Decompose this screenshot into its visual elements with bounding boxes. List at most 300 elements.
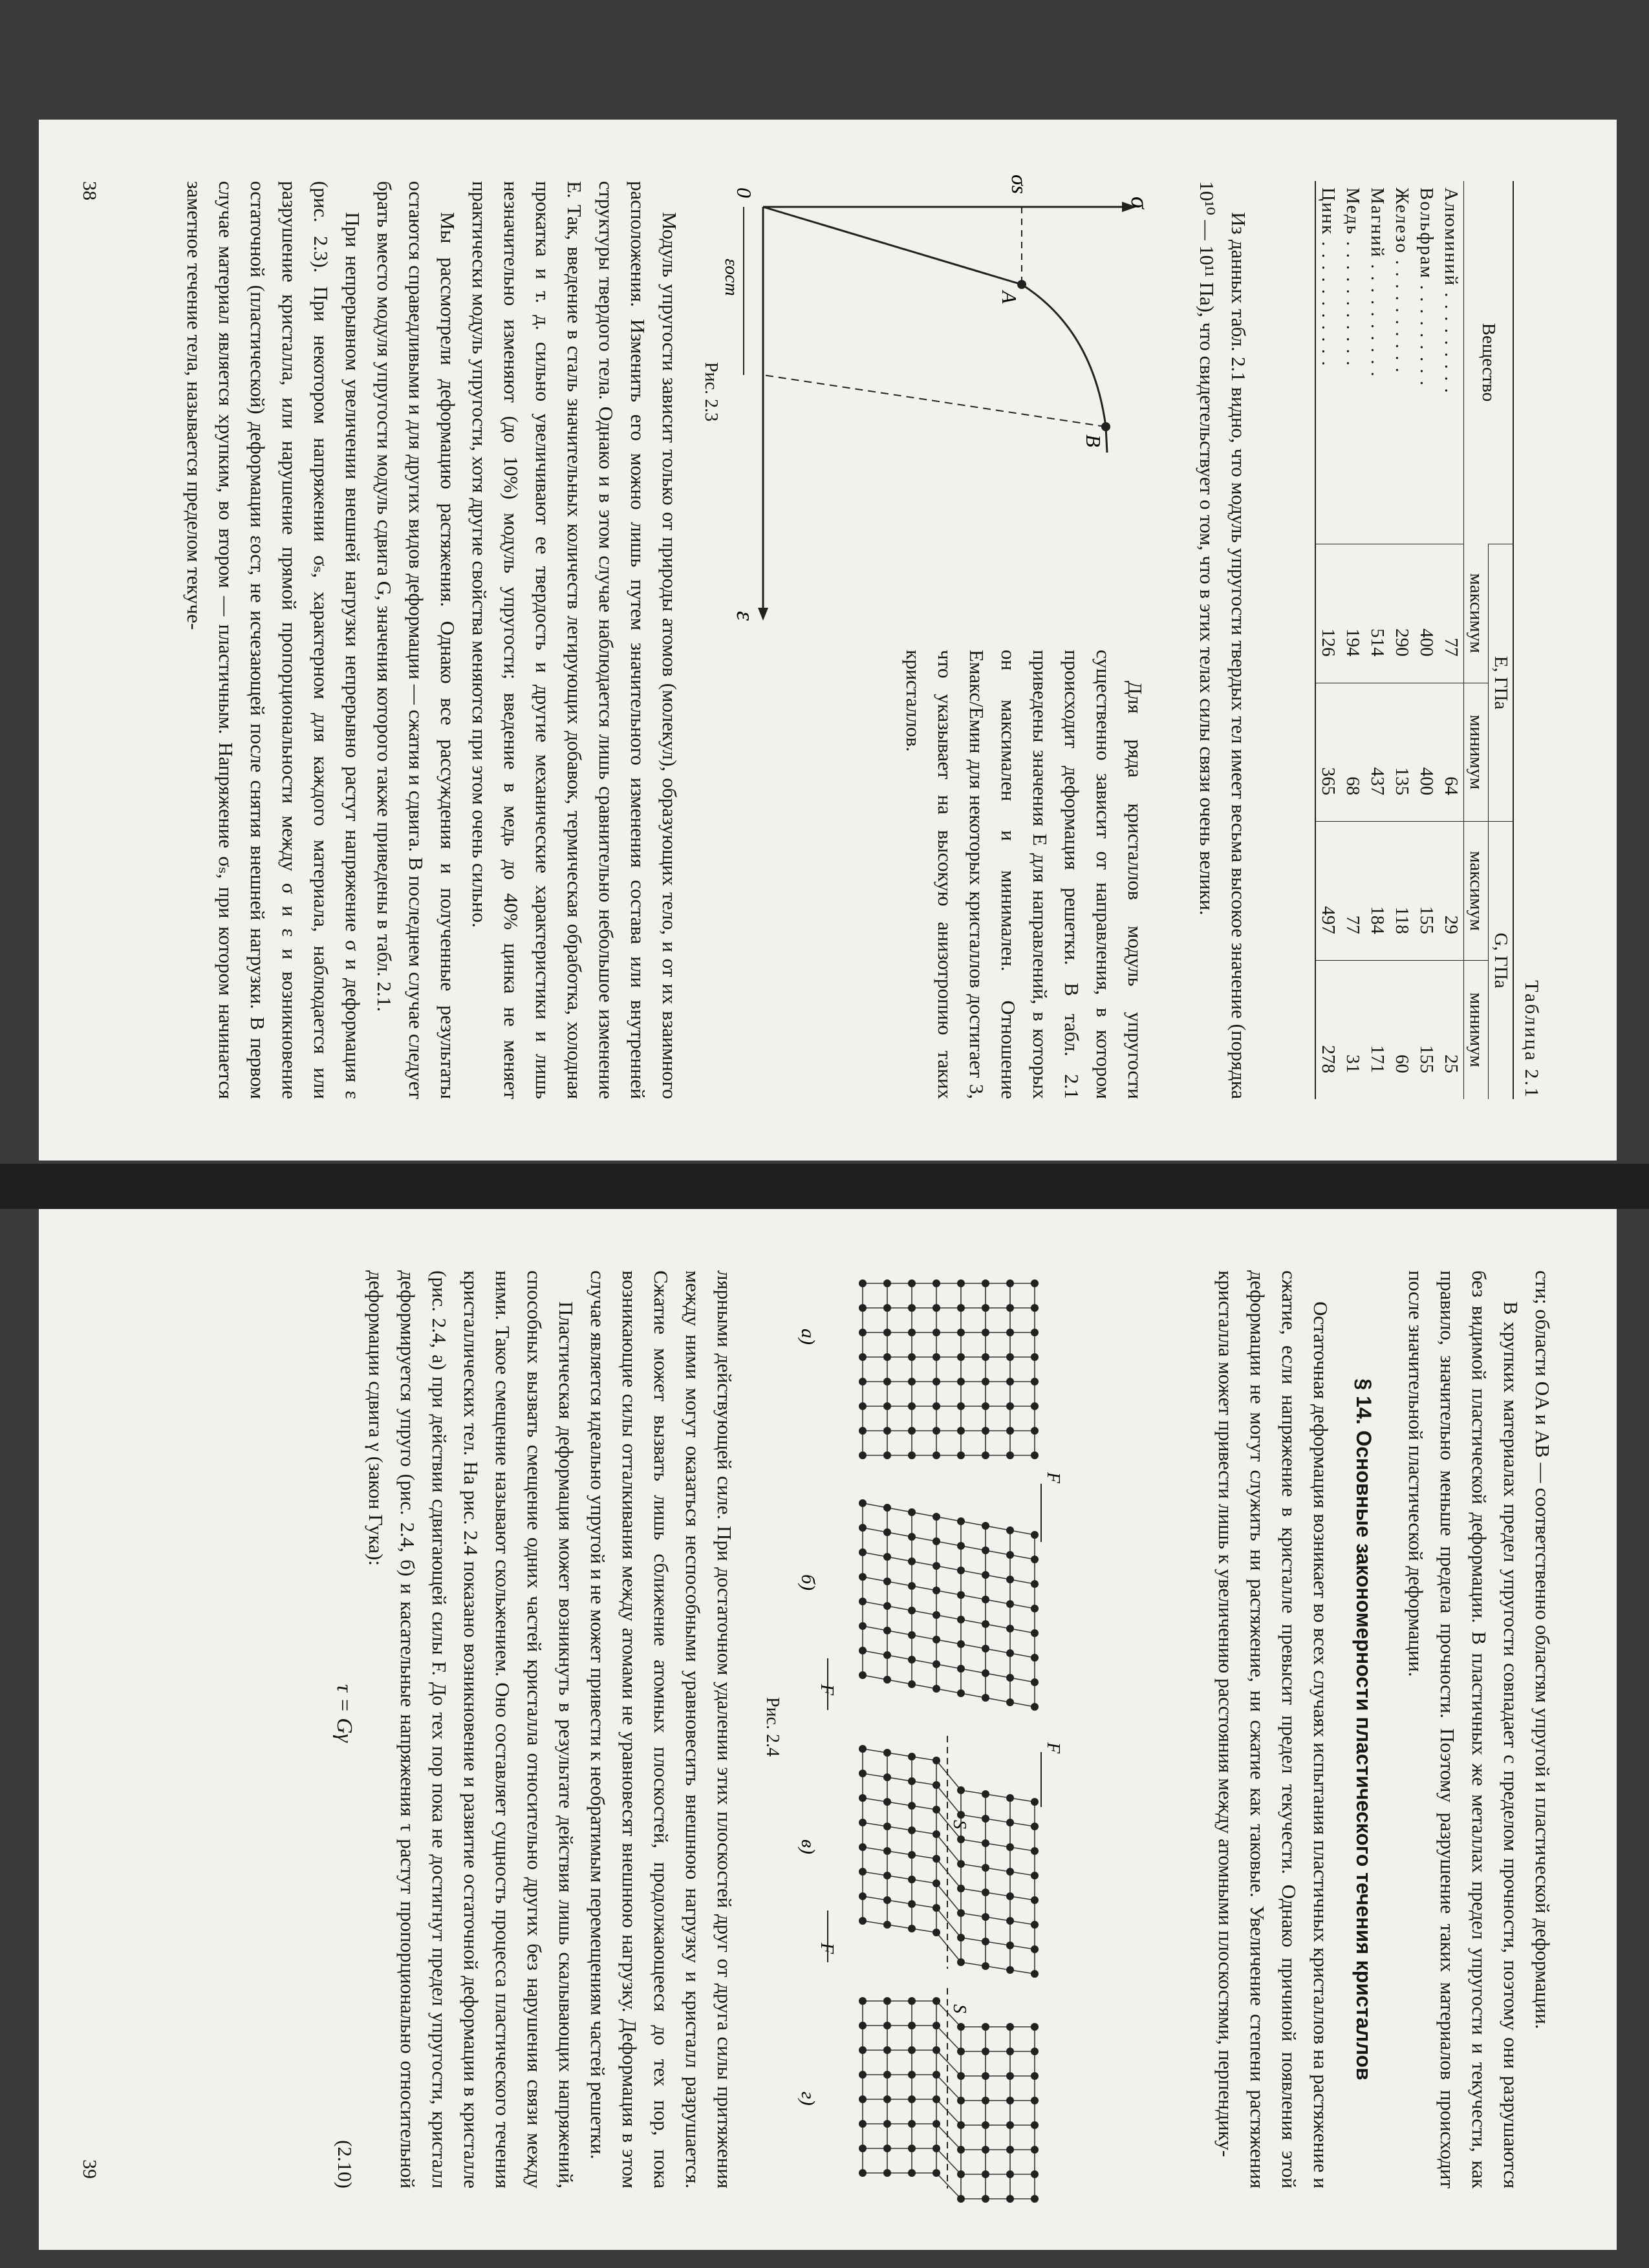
cell-g-max: 155 xyxy=(1414,822,1439,961)
point-b-label: B xyxy=(1082,434,1105,447)
lattice-atom xyxy=(908,1876,916,1883)
unload-line xyxy=(763,375,1106,427)
table-2-1 xyxy=(1315,181,1542,1099)
lattice-atom xyxy=(957,2097,965,2104)
figure-2-3-caption: Рис. 2.3 xyxy=(701,362,721,422)
sigma-s-label: σs xyxy=(1007,175,1031,194)
origin-label: 0 xyxy=(733,187,756,198)
lattice-atom xyxy=(859,1868,867,1876)
lattice-atom xyxy=(957,1378,965,1385)
lattice-atom xyxy=(908,1353,916,1361)
lattice-atom xyxy=(908,1631,916,1639)
lattice-atom xyxy=(957,1353,965,1361)
lattice-atom xyxy=(908,1826,916,1834)
lattice-atom xyxy=(932,1757,940,1764)
label-c: в) xyxy=(797,1839,819,1855)
cell-name: Вольфрам . . . . . . . . . xyxy=(1416,187,1437,387)
lattice-atom xyxy=(982,1451,989,1459)
lattice-atom xyxy=(957,1885,965,1892)
lattice-bond xyxy=(936,2173,961,2199)
lattice-atom xyxy=(932,1806,940,1813)
lattice-atom xyxy=(883,1676,891,1684)
lattice-atom xyxy=(859,1647,867,1654)
lattice-atom xyxy=(982,1694,989,1702)
col-e-min: минимум xyxy=(1464,683,1489,822)
cell-name: Магний . . . . . . . . . . xyxy=(1367,187,1388,378)
lattice-atom xyxy=(908,1304,916,1312)
force-label-b-top: F xyxy=(1043,1472,1063,1484)
lattice-atom xyxy=(908,2145,916,2152)
lattice-atom xyxy=(982,1378,989,1385)
paragraph-anisotropy: Для ряда кристаллов модуль упругости существенно зависит от направления, в котором происходит деформация решетки. В табл. 2.1 приведены значения E для направлений, в которых он максимален и минимален. Отношение Eмакс/Eмин для некоторых кристаллов достигает 3, что указывает на высокую анизотропию таких кристаллов. xyxy=(902,650,1147,1099)
lattice-atom xyxy=(908,1582,916,1590)
lattice-atom xyxy=(883,1504,891,1512)
lattice-atom xyxy=(982,1815,989,1823)
lattice-atom xyxy=(1031,1402,1039,1410)
lattice-atom xyxy=(883,1553,891,1561)
lattice-atom xyxy=(982,1620,989,1628)
col-g: G, ГПа xyxy=(1489,822,1514,1099)
lattice-atom xyxy=(883,1823,891,1830)
lattice-atom xyxy=(1031,1451,1039,1459)
paragraph-continuation: сти; области OA и AB — соответственно областям упругой и пластической деформации. xyxy=(1531,1270,1554,2029)
book-spine-gap xyxy=(0,1164,1649,1209)
plastic-segment-ab xyxy=(1022,284,1107,453)
lattice-atom xyxy=(1031,1531,1039,1539)
lattice-atom xyxy=(859,1794,867,1802)
lattice-atom xyxy=(1006,1625,1014,1632)
lattice-atom xyxy=(982,1353,989,1361)
lattice-atom xyxy=(1006,1304,1014,1312)
lattice-atom xyxy=(1006,1649,1014,1657)
lattice-atom xyxy=(1031,2048,1039,2055)
col-substance: Вещество xyxy=(1464,181,1514,544)
lattice-atom xyxy=(1006,1868,1014,1876)
lattice-atom xyxy=(1031,2121,1039,2129)
lattice-atom xyxy=(859,2071,867,2079)
paragraph-residual: Остаточная деформация возникает во всех случаях испытания пластичных кристаллов на растяжение и сжатие, если напряжение в кристалле превысит предел текучести. Однако причиной появления этой деформации не могут служить ни растяжение, ни сжатие как таковые. Увеличение степени растяжения кристалла может привести лишь к увеличению расстояния между атомными плоскостями, перпендику- xyxy=(1214,1270,1332,2188)
force-label-b-bottom: F xyxy=(817,1684,837,1696)
lattice-atom xyxy=(908,1329,916,1336)
lattice-atom xyxy=(859,1499,867,1507)
lattice-atom xyxy=(982,1888,989,1896)
lattice-atom xyxy=(932,1830,940,1838)
lattice-atom xyxy=(932,1611,940,1619)
lattice-atom xyxy=(908,1851,916,1859)
lattice-atom xyxy=(1031,1378,1039,1385)
lattice-atom xyxy=(859,1402,867,1410)
lattice-atom xyxy=(1006,1279,1014,1287)
lattice-atom xyxy=(1031,2023,1039,2031)
section-heading: § 14. Основные закономерности пластического течения кристаллов xyxy=(1352,1378,1375,2081)
lattice-atom xyxy=(859,2120,867,2128)
paragraph-slip: Пластическая деформация может возникнуть в результате действия лишь скалывающих напряжений, способных вызвать смещение одних частей кристалла относительно других без нарушения связи между ними. Такое смещение называют скольжением. Оно составляет сущность процесса пластического течения кристаллических тел. На рис. 2.4 показано возникновение и развитие остаточной деформации в кристалле (рис. 2.4, а) при действии сдвигающей силы F. До тех пор пока не достигнут предел упругости, кристалл деформируется упруго (рис. 2.4, б) и касательные напряжения τ растут пропорционально относительной деформации сдвига γ (закон Гука): xyxy=(365,1270,577,2188)
lattice-atom xyxy=(1031,1945,1039,1953)
lattice-atom xyxy=(982,1645,989,1653)
col-e: E, ГПа xyxy=(1489,544,1514,821)
lattice-atom xyxy=(957,2146,965,2154)
lattice-atom xyxy=(859,1917,867,1925)
col-g-min: минимум xyxy=(1464,960,1489,1099)
lattice-atom xyxy=(932,1513,940,1521)
lattice-b xyxy=(859,1499,1039,1711)
eps-label: ε xyxy=(731,611,759,621)
lattice-atom xyxy=(859,1378,867,1385)
lattice-atom xyxy=(957,1517,965,1525)
lattice-atom xyxy=(859,1892,867,1900)
point-a-label: A xyxy=(998,291,1021,304)
lattice-atom xyxy=(957,1451,965,1459)
lattice-atom xyxy=(932,1451,940,1459)
lattice-atom xyxy=(908,1753,916,1760)
lattice-atom xyxy=(883,2169,891,2177)
cell-e-max: 77 xyxy=(1439,544,1464,683)
table-row xyxy=(1315,181,1341,1099)
elastic-segment-oa xyxy=(763,207,1022,284)
lattice-atom xyxy=(883,1528,891,1536)
lattice-atom xyxy=(957,1402,965,1410)
lattice-atom xyxy=(883,1997,891,2005)
lattice-atom xyxy=(1031,1556,1039,1563)
lattice-atom xyxy=(957,1958,965,1966)
eps-axis-arrow xyxy=(758,608,768,621)
table-row xyxy=(1390,181,1414,1099)
lattice-atom xyxy=(908,2095,916,2103)
cell-e-max: 126 xyxy=(1315,544,1341,683)
lattice-atom xyxy=(982,1938,989,1945)
cell-name: Железо . . . . . . . . . . xyxy=(1392,187,1412,374)
lattice-atom xyxy=(859,1427,867,1435)
lattice-atom xyxy=(859,2145,867,2152)
lattice-atom xyxy=(859,1329,867,1336)
force-label-c-top: F xyxy=(1043,1742,1063,1754)
lattice-atom xyxy=(1006,1402,1014,1410)
lattice-atom xyxy=(982,2072,989,2080)
lattice-atom xyxy=(883,1427,891,1435)
lattice-atom xyxy=(859,1548,867,1556)
cell-e-min: 135 xyxy=(1390,683,1414,822)
lattice-bond xyxy=(936,2075,961,2101)
cell-g-max: 77 xyxy=(1341,822,1365,961)
lattice-atom xyxy=(957,1665,965,1673)
cell-g-min: 25 xyxy=(1439,960,1464,1099)
lattice-atom xyxy=(932,2046,940,2054)
cell-g-max: 118 xyxy=(1390,822,1414,961)
page-39 xyxy=(39,1209,1617,2250)
paragraph-moduli: Из данных табл. 2.1 видно, что модуль упругости твердых тел имеет весьма высокое значение (порядка 10¹⁰ — 10¹¹ Па), что свидетельствует о том, что в этих телах силы связи очень велики. xyxy=(1196,181,1250,1099)
lattice-atom xyxy=(982,2097,989,2104)
cell-g-min: 31 xyxy=(1341,960,1365,1099)
lattice-atom xyxy=(1031,1329,1039,1336)
lattice-a xyxy=(859,1279,1039,1459)
lattice-atom xyxy=(932,1855,940,1863)
lattice-atom xyxy=(932,1562,940,1570)
lattice-atom xyxy=(932,1427,940,1435)
lattice-atom xyxy=(932,1304,940,1312)
lattice-atom xyxy=(908,1451,916,1459)
lattice-atom xyxy=(908,1680,916,1688)
lattice-atom xyxy=(908,1607,916,1614)
lattice-atom xyxy=(883,1749,891,1757)
lattice-atom xyxy=(957,1786,965,1794)
lattice-atom xyxy=(908,1508,916,1516)
slip-label-left: S xyxy=(949,1820,969,1829)
page-number-39: 39 xyxy=(79,2159,100,2179)
lattice-atom xyxy=(908,2046,916,2054)
lattice-atom xyxy=(859,1573,867,1581)
table-body xyxy=(1315,181,1464,1099)
lattice-atom xyxy=(908,1557,916,1565)
lattice-atom xyxy=(932,2145,940,2152)
cell-e-min: 64 xyxy=(1439,683,1464,822)
lattice-atom xyxy=(982,1571,989,1579)
lattice-atom xyxy=(859,1745,867,1753)
lattice-atom xyxy=(982,1913,989,1921)
lattice-atom xyxy=(883,1602,891,1610)
lattice-atom xyxy=(1031,1678,1039,1686)
lattice-atom xyxy=(1006,1674,1014,1682)
lattice-atom xyxy=(908,1925,916,1932)
lattice-bond xyxy=(936,2099,961,2125)
lattice-atom xyxy=(1031,1629,1039,1637)
lattice-atom xyxy=(1031,2170,1039,2178)
lattice-atom xyxy=(883,1378,891,1385)
lattice-atom xyxy=(1006,1551,1014,1559)
lattice-atom xyxy=(932,1879,940,1887)
cell-g-max: 184 xyxy=(1365,822,1390,961)
lattice-atom xyxy=(982,1864,989,1872)
cell-g-max: 29 xyxy=(1439,822,1464,961)
text-block-bottom xyxy=(318,1270,740,2188)
lattice-atom xyxy=(908,1656,916,1664)
lattice-atom xyxy=(932,1781,940,1789)
lattice-atom xyxy=(1006,1843,1014,1851)
lattice-atom xyxy=(932,2169,940,2177)
figure-2-3 xyxy=(698,175,1153,627)
lattice-atom xyxy=(883,2095,891,2103)
lattice-bond xyxy=(936,2026,961,2051)
lattice-atom xyxy=(1031,1921,1039,1929)
lattice-atom xyxy=(908,2120,916,2128)
lattice-atom xyxy=(883,1847,891,1855)
lattice-atom xyxy=(859,1598,867,1605)
lattice-atom xyxy=(908,1997,916,2005)
lattice-atom xyxy=(932,1685,940,1693)
lattice-atom xyxy=(932,1537,940,1545)
lattice-atom xyxy=(1006,2146,1014,2154)
lattice-atom xyxy=(932,1329,940,1336)
lattice-atom xyxy=(982,1522,989,1530)
lattice-atom xyxy=(859,2046,867,2054)
lattice-atom xyxy=(1006,2048,1014,2055)
lattice-atom xyxy=(1031,1970,1039,1978)
lattice-d xyxy=(859,1997,1039,2203)
lattice-atom xyxy=(883,1353,891,1361)
lattice-atom xyxy=(1006,1942,1014,1949)
lattice-atom xyxy=(982,2121,989,2129)
table-caption: Таблица 2.1 xyxy=(1521,980,1542,1099)
lattice-atom xyxy=(883,2046,891,2054)
lattice-atom xyxy=(957,1909,965,1917)
hooke-formula: τ = Gγ xyxy=(332,1684,356,1743)
lattice-atom xyxy=(957,2170,965,2178)
lattice-atom xyxy=(883,1798,891,1806)
lattice-atom xyxy=(982,1427,989,1435)
lattice-atom xyxy=(932,1353,940,1361)
page-number-38: 38 xyxy=(79,181,100,200)
lattice-atom xyxy=(982,1304,989,1312)
lattice-atom xyxy=(932,2095,940,2103)
lattice-atom xyxy=(1006,1794,1014,1802)
lattice-atom xyxy=(1031,2146,1039,2154)
lattice-atom xyxy=(859,1524,867,1532)
cell-e-min: 437 xyxy=(1365,683,1390,822)
lattice-bond xyxy=(936,2050,961,2076)
slip-label-right: S xyxy=(949,2004,969,2013)
lattice-atom xyxy=(908,1533,916,1541)
lattice-atom xyxy=(883,1279,891,1287)
lattice-atom xyxy=(859,1451,867,1459)
lattice-atom xyxy=(1006,1600,1014,1608)
label-a: а) xyxy=(797,1329,819,1345)
point-a xyxy=(1017,280,1026,289)
lattice-atom xyxy=(859,2169,867,2177)
lattice-atom xyxy=(957,1640,965,1648)
lattice-slip-diagram xyxy=(789,1270,1073,2188)
lattice-atom xyxy=(883,2120,891,2128)
lattice-atom xyxy=(859,1819,867,1826)
lattice-atom xyxy=(932,2022,940,2029)
lattice-atom xyxy=(1031,1304,1039,1312)
lattice-atom xyxy=(1031,2072,1039,2080)
lattice-atom xyxy=(1006,2097,1014,2104)
lattice-atom xyxy=(1006,1819,1014,1826)
lattice-atom xyxy=(1031,2195,1039,2203)
table-row xyxy=(1439,181,1464,1099)
lattice-atom xyxy=(957,1427,965,1435)
paragraph-modulus-nature: Модуль упругости зависит только от природы атомов (молекул), образующих тело, и от их взаимного расположения. Изменить его можно лишь путем значительного изменения состава или внутренней структуры твердого тела. Однако и в этом случае наблюдается лишь сравнительно небольшое изменение E. Так, введение в сталь значительных количеств легирующих добавок, термическая обработка, холодная прокатка и т. д. сильно увеличивают ее твердость и другие механические характеристики и лишь незначительно изменяют (до 10%) модуль упругости; введение в медь до 40% цинка не меняет практически модуль упругости, хотя другие свойства меняются при этом очень сильно. xyxy=(468,181,681,1099)
lattice-atom xyxy=(982,2048,989,2055)
lattice-atom xyxy=(1006,1353,1014,1361)
lattice-atom xyxy=(957,1304,965,1312)
lattice-atom xyxy=(883,1304,891,1312)
lattice-atom xyxy=(883,1402,891,1410)
lattice-atom xyxy=(1006,1576,1014,1583)
lattice-atom xyxy=(883,1578,891,1585)
col-g-max: максимум xyxy=(1464,822,1489,961)
figure-2-4-caption: Рис. 2.4 xyxy=(762,1697,782,1757)
lattice-atom xyxy=(908,2071,916,2079)
lattice-atom xyxy=(1031,1353,1039,1361)
lattice-atom xyxy=(883,1872,891,1879)
lattice-atom xyxy=(957,2072,965,2080)
lattice-atom xyxy=(908,1900,916,1908)
lattice-atom xyxy=(1006,1451,1014,1459)
lattice-atom xyxy=(982,1790,989,1798)
lattice-atom xyxy=(1031,2097,1039,2104)
lattice-atom xyxy=(883,2145,891,2152)
lattice-bond xyxy=(936,2124,961,2150)
stress-strain-diagram xyxy=(721,175,1153,627)
lattice-atom xyxy=(883,1329,891,1336)
lattice-atom xyxy=(859,1997,867,2005)
lattice-atom xyxy=(982,2146,989,2154)
sigma-label: σ xyxy=(1126,197,1153,209)
page-38-content xyxy=(39,120,1617,1161)
cell-g-max: 497 xyxy=(1315,822,1341,961)
lattice-atom xyxy=(957,1329,965,1336)
lattice-atom xyxy=(932,1997,940,2005)
lattice-atom xyxy=(1006,2195,1014,2203)
lattice-atom xyxy=(982,2170,989,2178)
lattice-atom xyxy=(957,2048,965,2055)
lattice-atom xyxy=(1006,1966,1014,1974)
text-block-1 xyxy=(1191,181,1255,1099)
lattice-atom xyxy=(957,1616,965,1623)
elastic-moduli-table xyxy=(1315,181,1514,1099)
lattice-atom xyxy=(908,2169,916,2177)
lattice-atom xyxy=(908,1402,916,1410)
lattice-atom xyxy=(1031,1872,1039,1879)
lattice-atom xyxy=(908,1802,916,1810)
lattice-atom xyxy=(1006,2170,1014,2178)
lattice-atom xyxy=(1006,1329,1014,1336)
text-beside-figure xyxy=(898,650,1151,1099)
force-label-c-bottom: F xyxy=(817,1943,837,1954)
lattice-atom xyxy=(1006,1892,1014,1900)
lattice-atom xyxy=(883,1627,891,1634)
lattice-bond xyxy=(936,2148,961,2174)
lattice-atom xyxy=(908,1279,916,1287)
lattice-atom xyxy=(883,1651,891,1659)
figure-2-4 xyxy=(750,1270,1073,2188)
cell-name: Медь . . . . . . . . . . . xyxy=(1342,187,1363,367)
lattice-atom xyxy=(932,1929,940,1936)
lattice-atom xyxy=(859,1843,867,1851)
paragraph-perpendicular: лярными действующей силе. При достаточном удалении этих плоскостей друг от друга силы притяжения между ними могут оказаться неспособными уравновесить внешнюю нагрузку и кристалл разрушается. Сжатие может вызвать лишь сближение атомных плоскостей, продолжающееся до тех пор, пока возникающие силы отталкивания между атомами не уравновесят внешнюю нагрузку. Деформация в этом случае является идеально упругой и не может привести к необратимым перемещениям частей решетки. xyxy=(587,1270,736,2188)
lattice-atom xyxy=(883,2071,891,2079)
cell-e-min: 365 xyxy=(1315,683,1341,822)
lattice-atom xyxy=(1031,1580,1039,1588)
cell-name: Алюминий . . . . . . . . . xyxy=(1441,187,1461,394)
lattice-atom xyxy=(932,2071,940,2079)
lattice-atom xyxy=(982,1596,989,1603)
lattice-atom xyxy=(1006,1526,1014,1534)
lattice-atom xyxy=(982,2023,989,2031)
lattice-atom xyxy=(908,1427,916,1435)
lattice-atom xyxy=(982,1402,989,1410)
lattice-atom xyxy=(932,1279,940,1287)
lattice-atom xyxy=(1031,1654,1039,1662)
lattice-atom xyxy=(859,1279,867,1287)
formula-number: (2.10) xyxy=(334,2140,356,2188)
lattice-atom xyxy=(982,1839,989,1847)
cell-e-min: 68 xyxy=(1341,683,1365,822)
lattice-atom xyxy=(957,2121,965,2129)
table-row xyxy=(1341,181,1365,1099)
lattice-atom xyxy=(1006,2072,1014,2080)
label-d: г) xyxy=(797,2091,819,2106)
lattice-atom xyxy=(1006,1427,1014,1435)
lattice-atom xyxy=(957,2023,965,2031)
lattice-atom xyxy=(1031,1847,1039,1855)
lattice-atom xyxy=(908,1378,916,1385)
cell-g-min: 60 xyxy=(1390,960,1414,1099)
lattice-atom xyxy=(1031,1427,1039,1435)
lattice-atom xyxy=(1031,1896,1039,1904)
lattice-atom xyxy=(908,1777,916,1785)
cell-e-max: 400 xyxy=(1414,544,1439,683)
